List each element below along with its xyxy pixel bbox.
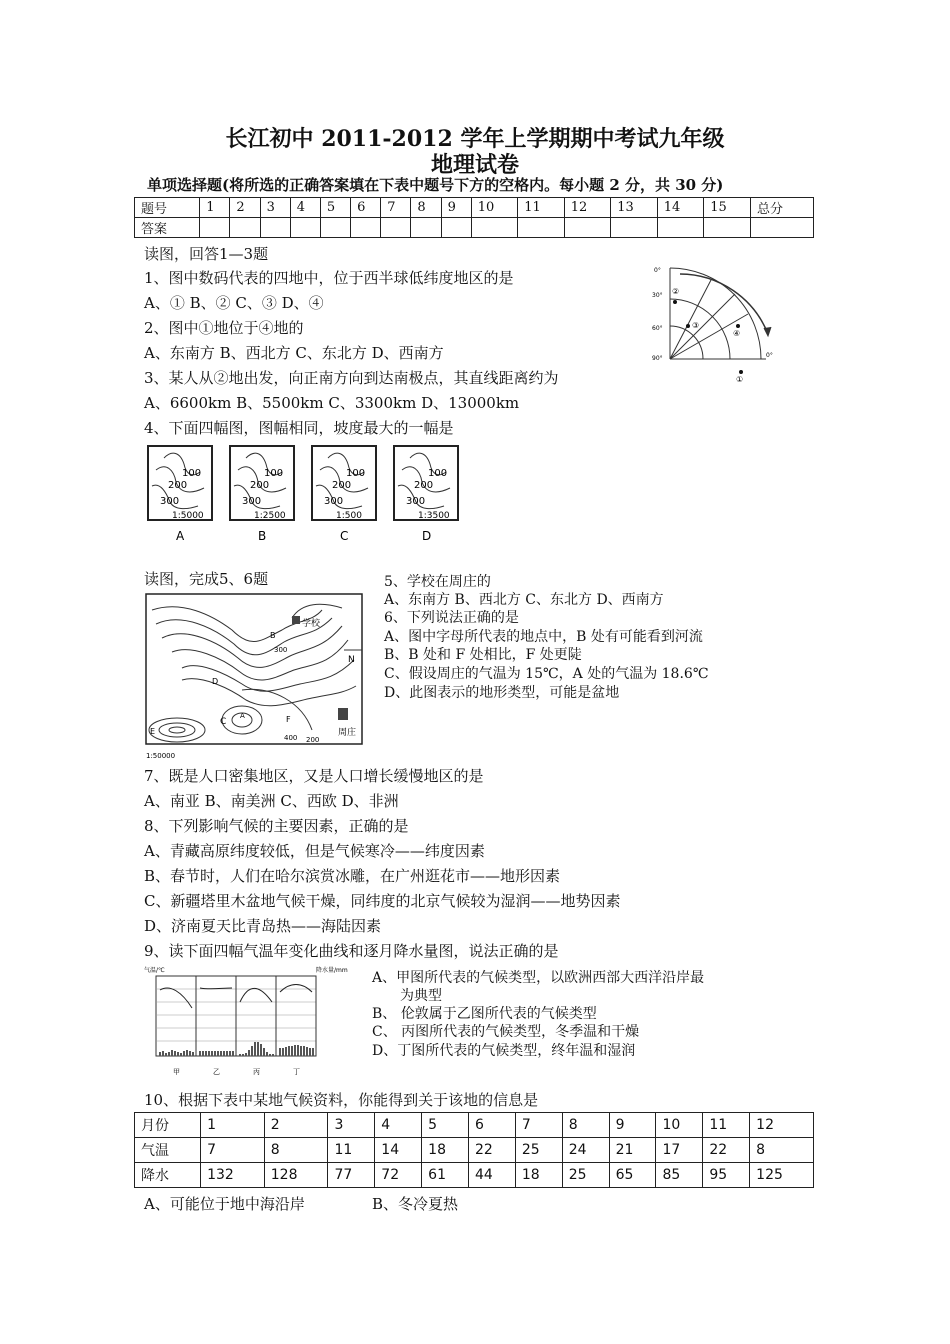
question-8-option-a[interactable]: A、青藏高原纬度较低，但是气候寒冷——纬度因素 <box>144 842 485 860</box>
contour-label: 200 <box>332 480 352 491</box>
question-8-option-d[interactable]: D、济南夏天比青岛热——海陆因素 <box>144 917 382 935</box>
table-cell: 11 <box>703 1113 750 1138</box>
chart-name: 丁 <box>293 1068 300 1076</box>
latitude-grid-figure <box>648 264 778 404</box>
question-3-options[interactable]: A、6600km B、5500km C、3300km D、13000km <box>144 394 520 412</box>
table-row <box>135 1138 814 1163</box>
north-label: N <box>348 655 355 665</box>
question-8-option-c[interactable]: C、新疆塔里木盆地气候干燥，同纬度的北京气候较为湿润——地势因素 <box>144 892 621 910</box>
table-cell: 25 <box>562 1163 609 1188</box>
question-9: 9、读下面四幅气温年变化曲线和逐月降水量图，说法正确的是 <box>144 942 559 960</box>
answer-cell[interactable] <box>381 218 411 238</box>
table-cell: 1 <box>201 1113 265 1138</box>
table-cell: 8 <box>264 1138 328 1163</box>
row-header: 月份 <box>135 1113 201 1138</box>
table-row[interactable] <box>135 218 814 238</box>
question-number-cell: 4 <box>290 198 320 218</box>
question-8: 8、下列影响气候的主要因素，正确的是 <box>144 817 409 835</box>
contour-label: 300 <box>274 646 288 654</box>
question-number-cell: 10 <box>471 198 518 218</box>
page-title: 长江初中 2011-2012 学年上学期期中考试九年级 <box>225 126 725 152</box>
question-number-cell: 总分 <box>751 198 814 218</box>
climate-table <box>134 1112 814 1188</box>
row-header: 答案 <box>135 218 200 238</box>
table-cell: 72 <box>375 1163 422 1188</box>
question-number-cell: 13 <box>611 198 658 218</box>
table-cell: 9 <box>609 1113 656 1138</box>
slope-maps-figure <box>140 442 480 546</box>
point-label: ③ <box>692 321 700 330</box>
table-cell: 125 <box>750 1163 814 1188</box>
slope-map-panel <box>228 442 298 546</box>
map-scale: 1:5000 <box>172 511 204 521</box>
question-8-option-b[interactable]: B、春节时，人们在哈尔滨赏冰雕，在广州逛花市——地形因素 <box>144 867 561 885</box>
panel-letter: D <box>422 529 432 543</box>
map-scale: 1:2500 <box>254 511 286 521</box>
chart-name: 丙 <box>253 1068 260 1076</box>
question-number-cell: 7 <box>381 198 411 218</box>
contour-map-figure <box>142 590 368 762</box>
contour-label: 100 <box>264 468 284 479</box>
question-3: 3、某人从②地出发，向正南方向到达南极点，其直线距离约为 <box>144 369 559 387</box>
contour-label: 300 <box>160 496 180 507</box>
town-label: 周庄 <box>338 728 357 738</box>
table-cell: 18 <box>515 1163 562 1188</box>
contour-label: 200 <box>250 480 270 491</box>
axis-label: 降水量/mm <box>316 967 348 974</box>
panel-letter: B <box>258 529 267 543</box>
table-cell: 85 <box>656 1163 703 1188</box>
question-10: 10、根据下表中某地气候资料，你能得到关于该地的信息是 <box>144 1091 539 1109</box>
map-scale: 1:50000 <box>146 752 176 760</box>
point-label: B <box>270 631 276 640</box>
question-intro: 读图，回答1—3题 <box>144 245 269 263</box>
question-7-options[interactable]: A、南亚 B、南美洲 C、西欧 D、非洲 <box>144 792 399 810</box>
panel-letter: C <box>340 529 349 543</box>
question-number-cell: 2 <box>230 198 260 218</box>
table-cell: 4 <box>375 1113 422 1138</box>
answer-cell[interactable] <box>290 218 320 238</box>
lon-label: 0° <box>766 352 773 359</box>
climate-charts-figure <box>142 962 356 1080</box>
question-6: 6、下列说法正确的是 <box>384 610 519 626</box>
table-cell: 25 <box>515 1138 562 1163</box>
contour-label: 100 <box>428 468 448 479</box>
table-cell: 44 <box>469 1163 516 1188</box>
answer-cell[interactable] <box>704 218 751 238</box>
table-cell: 5 <box>422 1113 469 1138</box>
row-header: 题号 <box>135 198 200 218</box>
question-number-cell: 6 <box>351 198 381 218</box>
question-6-option-b[interactable]: B、B 处和 F 处相比，F 处更陡 <box>384 647 582 663</box>
instruction-text: 单项选择题(将所选的正确答案填在下表中题号下方的空格内。每小题 2 分，共 30 分) <box>147 176 724 194</box>
contour-label: 200 <box>168 480 188 491</box>
question-10-option-b[interactable]: B、冬冷夏热 <box>372 1195 459 1213</box>
answer-cell[interactable] <box>564 218 611 238</box>
question-9-option-d[interactable]: D、丁图所代表的气候类型，终年温和湿润 <box>372 1043 636 1059</box>
row-header: 降水 <box>135 1163 201 1188</box>
table-cell: 7 <box>201 1138 265 1163</box>
page-subtitle: 地理试卷 <box>430 152 519 178</box>
question-number-cell: 3 <box>260 198 290 218</box>
question-9-option-a-cont: 为典型 <box>400 988 442 1004</box>
question-10-option-a[interactable]: A、可能位于地中海沿岸 <box>144 1195 305 1213</box>
slope-map-panel <box>146 442 216 546</box>
answer-table <box>134 197 814 238</box>
lat-label: 90° <box>652 355 663 362</box>
table-cell: 128 <box>264 1163 328 1188</box>
slope-map-panel <box>310 442 380 546</box>
lat-label: 0° <box>654 267 661 274</box>
answer-cell[interactable] <box>320 218 350 238</box>
table-row <box>135 1113 814 1138</box>
point-label: E <box>150 727 156 736</box>
answer-cell[interactable] <box>351 218 381 238</box>
table-cell: 17 <box>656 1138 703 1163</box>
question-5: 5、学校在周庄的 <box>384 574 491 590</box>
answer-cell[interactable] <box>441 218 471 238</box>
table-cell: 7 <box>515 1113 562 1138</box>
question-4: 4、下面四幅图，图幅相同，坡度最大的一幅是 <box>144 419 454 437</box>
contour-label: 300 <box>324 496 344 507</box>
table-row <box>135 198 814 218</box>
lat-label: 30° <box>652 292 663 299</box>
point-label: C <box>220 717 227 727</box>
point-label: ④ <box>733 329 741 338</box>
table-cell: 95 <box>703 1163 750 1188</box>
question-number-cell: 1 <box>200 198 230 218</box>
table-cell: 2 <box>264 1113 328 1138</box>
answer-cell[interactable] <box>657 218 704 238</box>
question-number-cell: 11 <box>518 198 565 218</box>
table-cell: 22 <box>469 1138 516 1163</box>
question-6-option-d[interactable]: D、此图表示的地形类型，可能是盆地 <box>384 685 620 701</box>
slope-map-panel <box>392 442 462 546</box>
contour-label: 300 <box>406 496 426 507</box>
school-label: 学校 <box>302 619 321 629</box>
question-1: 1、图中数码代表的四地中，位于西半球低纬度地区的是 <box>144 269 514 287</box>
question-7: 7、既是人口密集地区，又是人口增长缓慢地区的是 <box>144 767 484 785</box>
question-9-option-b[interactable]: B、 伦敦属于乙图所代表的气候类型 <box>372 1006 597 1022</box>
table-cell: 3 <box>328 1113 375 1138</box>
question-number-cell: 9 <box>441 198 471 218</box>
panel-letter: A <box>176 529 185 543</box>
answer-cell[interactable] <box>411 218 441 238</box>
lat-label: 60° <box>652 325 663 332</box>
contour-label: 300 <box>242 496 262 507</box>
map-scale: 1:3500 <box>418 511 450 521</box>
question-6-option-a[interactable]: A、图中字母所代表的地点中，B 处有可能看到河流 <box>384 629 703 645</box>
question-number-cell: 8 <box>411 198 441 218</box>
contour-label: 200 <box>414 480 434 491</box>
point-label: D <box>212 677 219 686</box>
table-cell: 61 <box>422 1163 469 1188</box>
table-row <box>135 1163 814 1188</box>
question-6-option-c[interactable]: C、假设周庄的气温为 15℃，A 处的气温为 18.6℃ <box>384 666 709 682</box>
contour-label: 100 <box>182 468 202 479</box>
table-cell: 132 <box>201 1163 265 1188</box>
answer-cell[interactable] <box>518 218 565 238</box>
contour-label: 200 <box>306 736 320 744</box>
table-cell: 12 <box>750 1113 814 1138</box>
question-number-cell: 14 <box>657 198 704 218</box>
table-cell: 14 <box>375 1138 422 1163</box>
table-cell: 6 <box>469 1113 516 1138</box>
answer-cell[interactable] <box>751 218 814 238</box>
table-cell: 77 <box>328 1163 375 1188</box>
answer-cell[interactable] <box>260 218 290 238</box>
question-5-options[interactable]: A、东南方 B、西北方 C、东北方 D、西南方 <box>384 592 664 608</box>
chart-name: 甲 <box>173 1068 180 1076</box>
table-cell: 65 <box>609 1163 656 1188</box>
table-cell: 21 <box>609 1138 656 1163</box>
question-9-option-c[interactable]: C、 丙图所代表的气候类型，冬季温和干燥 <box>372 1024 640 1040</box>
contour-label: 400 <box>284 734 298 742</box>
table-cell: 22 <box>703 1138 750 1163</box>
table-cell: 10 <box>656 1113 703 1138</box>
row-header: 气温 <box>135 1138 201 1163</box>
point-label: ② <box>672 287 680 296</box>
map-scale: 1:500 <box>336 511 362 521</box>
question-number-cell: 15 <box>704 198 751 218</box>
answer-cell[interactable] <box>471 218 518 238</box>
table-cell: 18 <box>422 1138 469 1163</box>
question-9-option-a[interactable]: A、甲图所代表的气候类型，以欧洲西部大西洋沿岸最 <box>372 970 705 986</box>
answer-cell[interactable] <box>611 218 658 238</box>
point-label: F <box>286 715 291 724</box>
question-number-cell: 5 <box>320 198 350 218</box>
question-2: 2、图中①地位于④地的 <box>144 319 304 337</box>
answer-cell[interactable] <box>230 218 260 238</box>
question-number-cell: 12 <box>564 198 611 218</box>
table-cell: 8 <box>750 1138 814 1163</box>
point-label: ① <box>736 375 744 384</box>
answer-cell[interactable] <box>200 218 230 238</box>
point-label: A <box>240 712 245 720</box>
table-cell: 8 <box>562 1113 609 1138</box>
chart-name: 乙 <box>213 1068 220 1076</box>
question-intro: 读图，完成5、6题 <box>144 570 269 588</box>
question-2-options[interactable]: A、东南方 B、西北方 C、东北方 D、西南方 <box>144 344 444 362</box>
table-cell: 24 <box>562 1138 609 1163</box>
question-1-options[interactable]: A、① B、② C、③ D、④ <box>144 294 324 312</box>
contour-label: 100 <box>346 468 366 479</box>
axis-label: 气温/℃ <box>144 967 165 974</box>
table-cell: 11 <box>328 1138 375 1163</box>
